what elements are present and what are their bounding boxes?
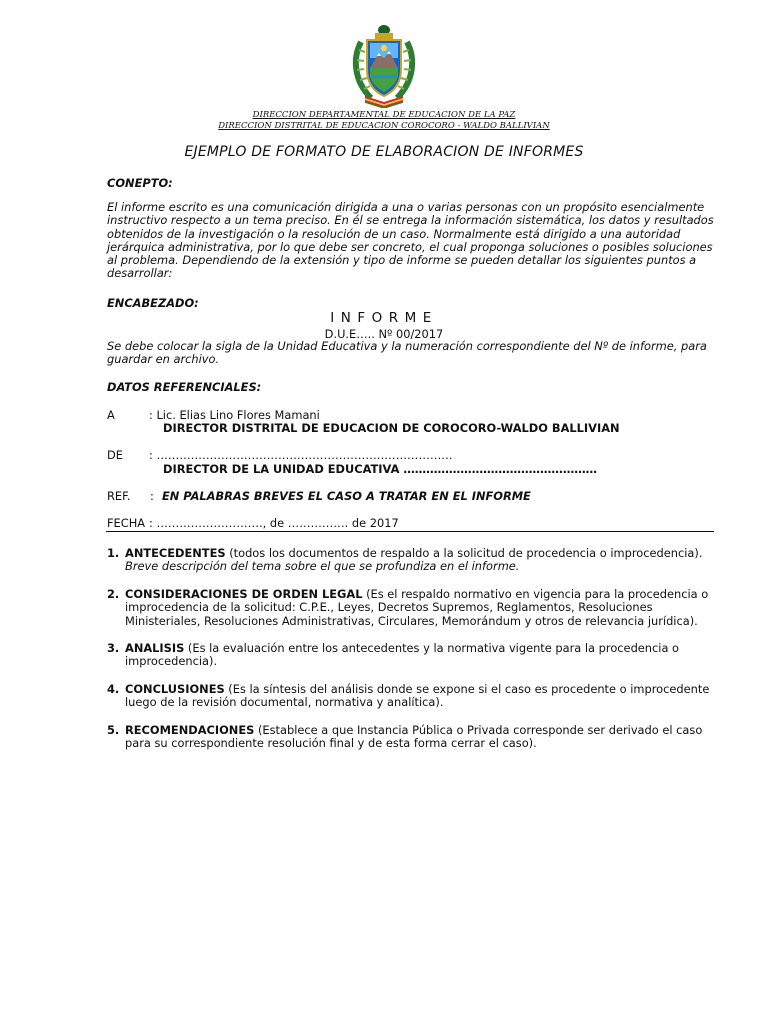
datos-heading: DATOS REFERENCIALES: [107,380,262,394]
section-text: improcedencia de la solicitud: C.P.E., Leyes, Decretos Supremos, Reglamentos, Resoluciones [125,600,653,615]
section-body [125,642,714,669]
section-title: ANALISIS [125,641,185,655]
field-a-title: DIRECTOR DISTRITAL DE EDUCACION DE COROCORO-WALDO BALLIVIAN [163,421,620,435]
section-body [125,724,714,751]
field-ref-value: EN PALABRAS BREVES EL CASO A TRATAR EN EL INFORME [162,489,531,503]
field-ref-label: REF. [107,489,131,503]
concepto-line: obtenidos de la investigación o la resolución de un caso. Normalmente está dirigido a una autoridad [107,226,681,241]
concepto-line: jerárquica administrativa, por lo que debe ser concreto, el cual proponga soluciones o posibles soluciones [107,239,713,254]
section-number: 2. [107,587,120,601]
section-text: (Es la evaluación entre los antecedentes y la normativa vigente para la procedencia o [184,641,680,655]
divider-line [106,531,714,532]
encabezado-heading: ENCABEZADO: [107,296,199,310]
section-body [125,547,714,574]
field-de-label: DE [107,448,123,462]
concepto-heading: CONEPTO: [107,176,173,190]
section-body [125,683,714,710]
concepto-line: al problema. Dependiendo de la extensión y tipo de informe se pueden detallar los siguientes puntos a [107,253,697,268]
concepto-line: desarrollar: [107,266,173,281]
section-text: (Establece a que Instancia Pública o Privada corresponde ser derivado el caso [254,723,703,737]
due-number: D.U.E….. Nº 00/2017 [324,327,444,341]
section-number: 5. [107,723,120,737]
section-text: Ministeriales, Resoluciones Administrativas, Circulares, Memorándum y otros de relevancia jurídica). [125,613,698,628]
field-de-name: : …………………………………………………………………… [149,448,453,462]
coat-of-arms-icon [351,22,417,108]
org-line-department: DIRECCION DEPARTAMENTAL DE EDUCACION DE LA PAZ [252,110,516,120]
section-number: 4. [107,682,120,696]
section-number: 3. [107,641,120,655]
section-title: RECOMENDACIONES [125,723,255,737]
section-title: CONCLUSIONES [125,682,225,696]
section-text: (todos los documentos de respaldo a la solicitud de procedencia o improcedencia). [225,546,703,560]
encabezado-note [107,340,714,367]
concepto-line: instructivo respecto a un tema preciso. En él se entrega la información sistemática, los datos y resultados [107,213,714,228]
section-title: ANTECEDENTES [125,546,226,560]
concepto-paragraph [107,201,714,281]
field-a-label: A [107,408,115,422]
section-text: improcedencia). [125,654,218,669]
section-text: luego de la revisión documental, normativa y analítica). [125,695,444,710]
field-de-title: DIRECTOR DE LA UNIDAD EDUCATIVA …………………………………………… [163,462,597,476]
section-text: (Es la síntesis del análisis donde se expone si el caso es procedente o improcedente [224,682,710,696]
field-ref-colon: : [150,489,154,503]
section-text: para su correspondiente resolución final y de esta forma cerrar el caso). [125,736,537,751]
section-text: Breve descripción del tema sobre el que se profundiza en el informe. [125,559,520,574]
informe-title: INFORME [330,310,438,326]
field-fecha-value: : ………………………., de ……………. de 2017 [149,516,399,530]
section-title: CONSIDERACIONES DE ORDEN LEGAL [125,587,363,601]
concepto-line: El informe escrito es una comunicación dirigida a una o varias personas con un propósito esencialmente [107,200,705,214]
section-text: (Es el respaldo normativo en vigencia para la procedencia o [362,587,709,601]
encabezado-note-line: Se debe colocar la sigla de la Unidad Educativa y la numeración correspondiente del Nº de informe, para [107,339,707,353]
field-a-name: : Lic. Elias Lino Flores Mamani [149,408,320,422]
section-number: 1. [107,546,120,560]
field-fecha-label: FECHA [107,516,146,530]
section-body [125,588,714,628]
org-line-district: DIRECCION DISTRITAL DE EDUCACION COROCORO - WALDO BALLIVIAN [218,121,550,131]
encabezado-note-line: guardar en archivo. [107,352,220,367]
document-title: EJEMPLO DE FORMATO DE ELABORACION DE INFORMES [184,144,584,160]
